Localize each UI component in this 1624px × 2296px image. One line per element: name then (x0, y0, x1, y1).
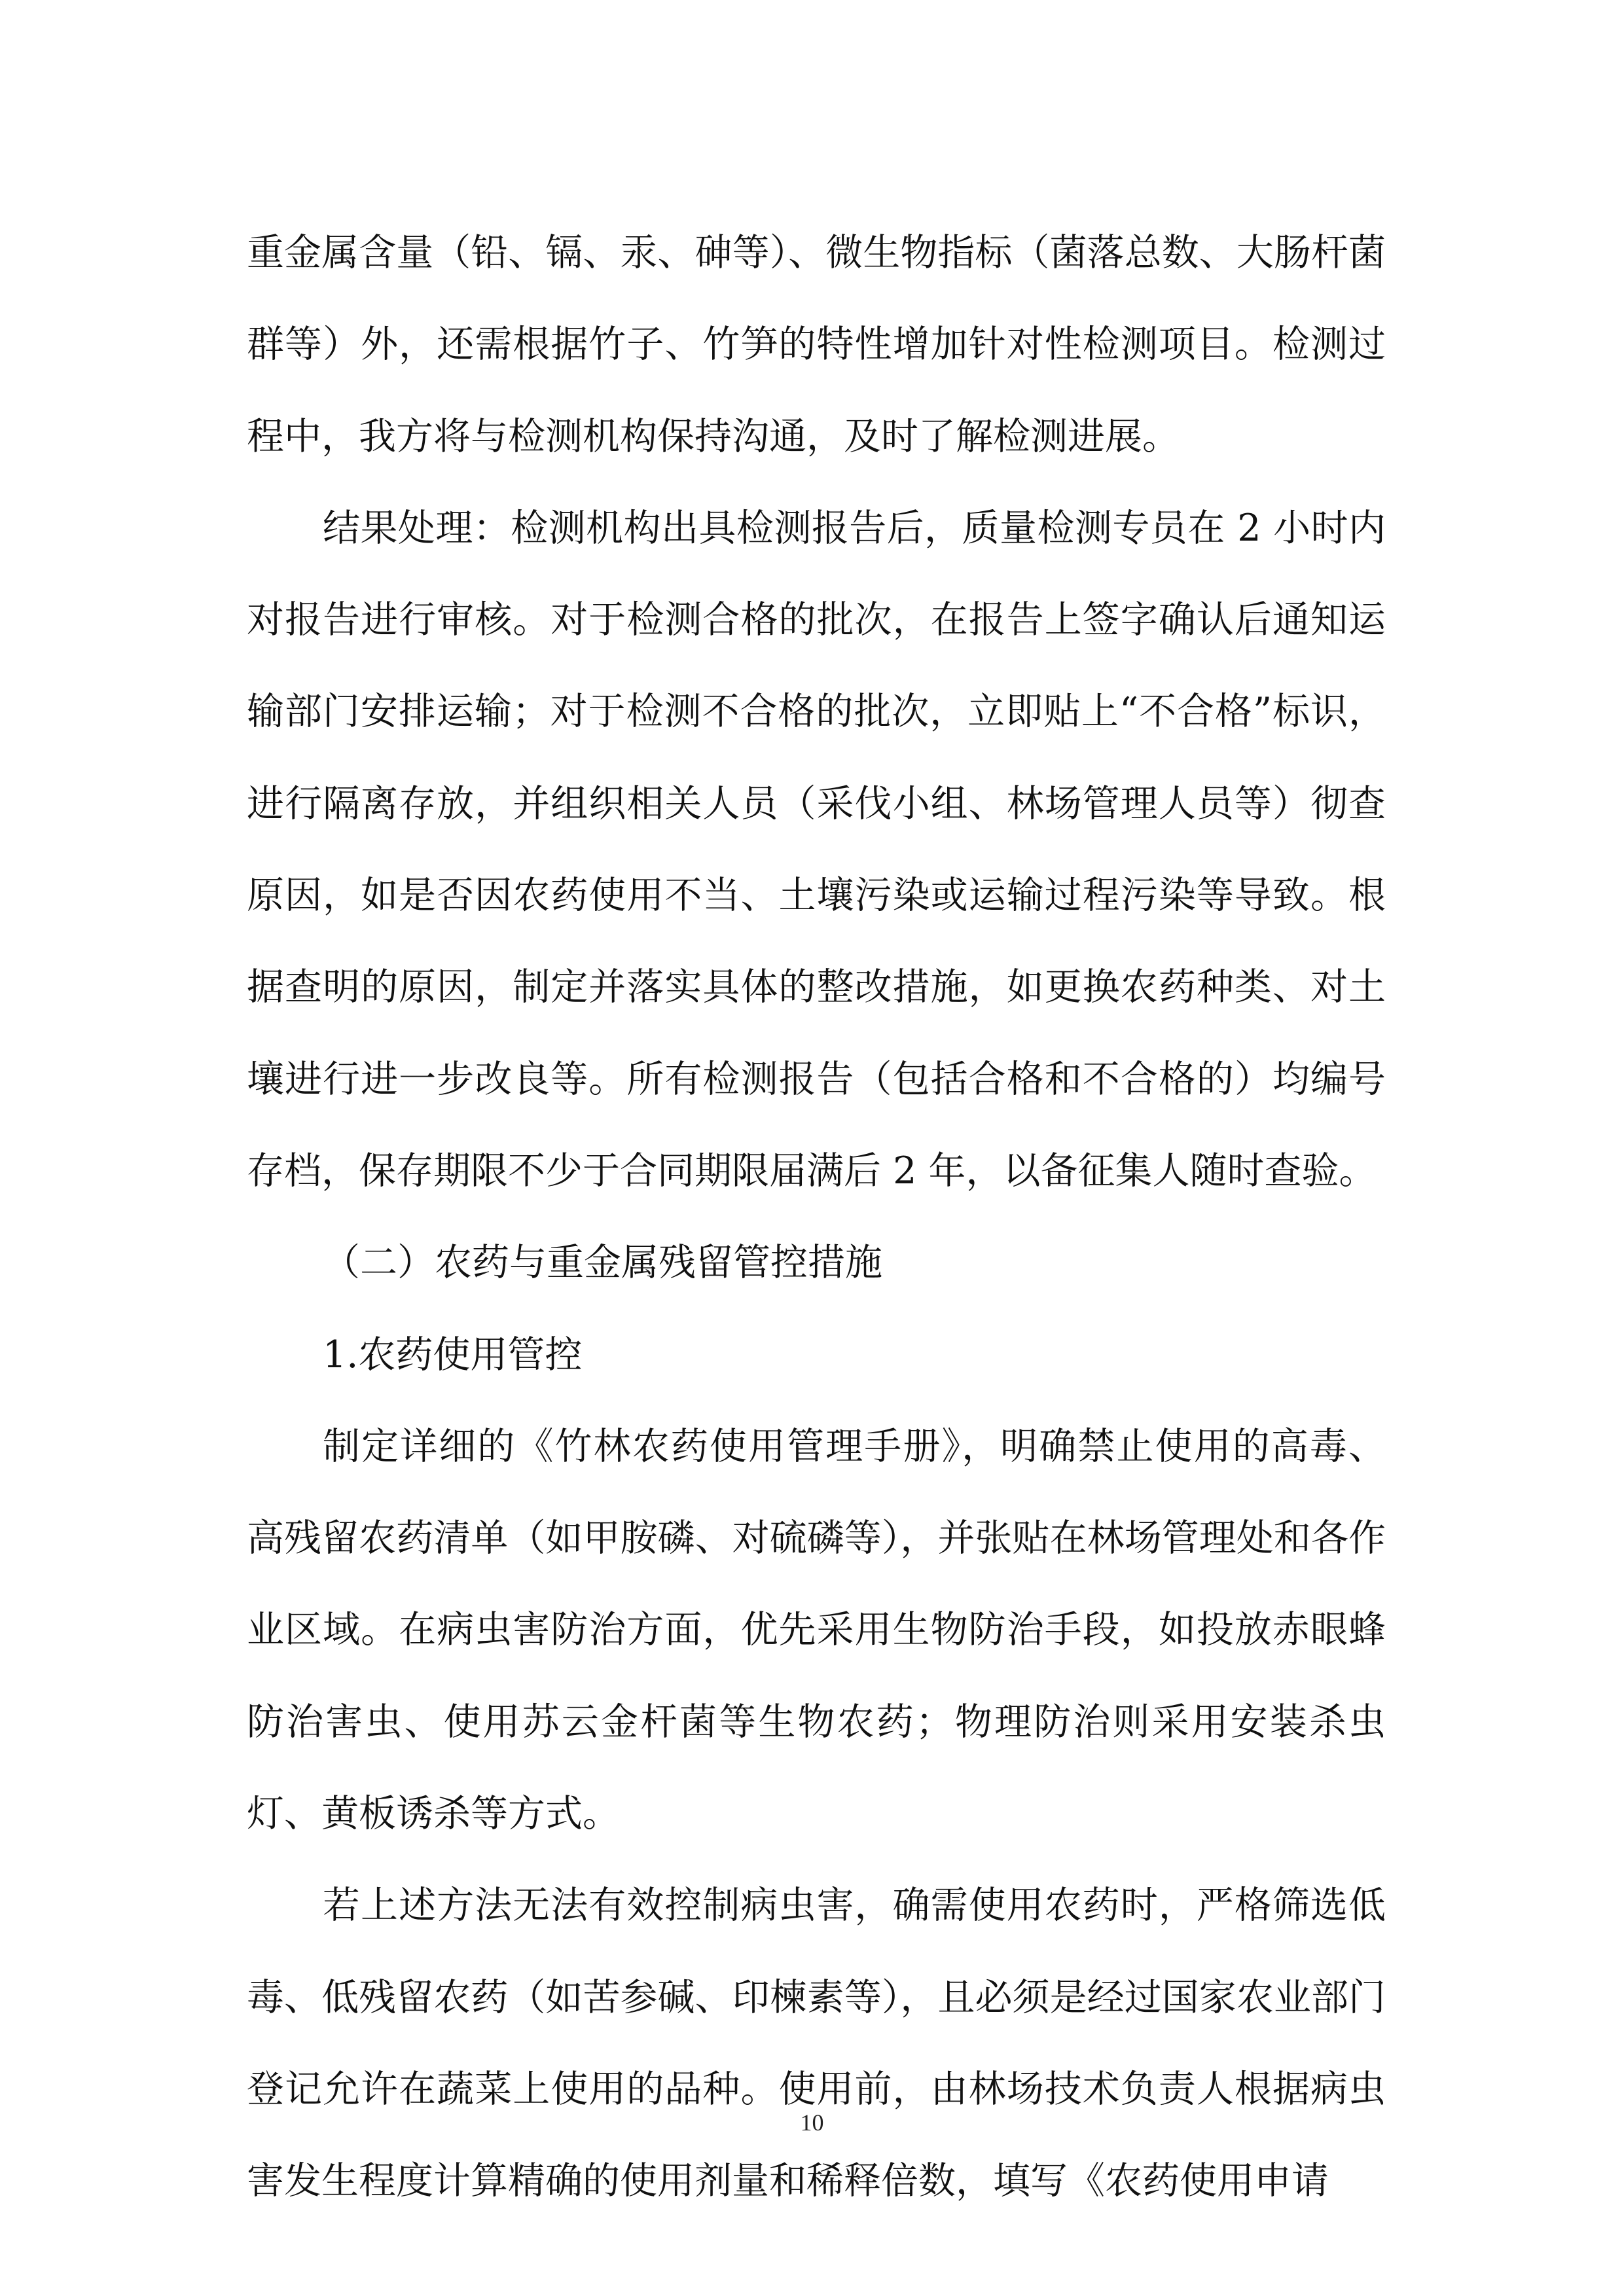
paragraph-pesticide-manual: 制定详细的《竹林农药使用管理手册》，明确禁止使用的高毒、高残留农药清单（如甲胺磷、对硫磷等），并张贴在林场管理处和各作业区域。在病虫害防治方面，优先采用生物防治手段，如投放赤眼蜂防治害虫、使用苏云金杆菌等生物农药；物理防治则采用安装杀虫灯、黄板诱杀等方式。 (247, 1424, 1386, 1836)
paragraph-detection-items: 重金属含量（铅、镉、汞、砷等）、微生物指标（菌落总数、大肠杆菌群等）外，还需根据竹子、竹笋的特性增加针对性检测项目。检测过程中，我方将与检测机构保持沟通，及时了解检测进展。 (247, 231, 1386, 458)
paragraph-result-handling: 结果处理：检测机构出具检测报告后，质量检测专员在 2 小时内对报告进行审核。对于检测合格的批次，在报告上签字确认后通知运输部门安排运输；对于检测不合格的批次，立即贴上“不合格”标识，进行隔离存放，并组织相关人员（采伐小组、林场管理人员等）彻查原因，如是否因农药使用不当、土壤污染或运输过程污染等导致。根据查明的原因，制定并落实具体的整改措施，如更换农药种类、对土壤进行进一步改良等。所有检测报告（包括合格和不合格的）均编号存档，保存期限不少于合同期限届满后 2 年，以备征集人随时查验。 (247, 506, 1386, 1193)
paragraph-pesticide-usage: 若上述方法无法有效控制病虫害，确需使用农药时，严格筛选低毒、低残留农药（如苦参碱、印楝素等），且必须是经过国家农业部门登记允许在蔬菜上使用的品种。使用前，由林场技术负责人根据病虫害发生程度计算精确的使用剂量和稀释倍数，填写《农药使用申请 (247, 1884, 1386, 2203)
document-body (247, 207, 1386, 2227)
page-number: 10 (800, 2109, 824, 2136)
section-heading: （二）农药与重金属残留管控措施 (323, 1241, 882, 1285)
subsection-heading: 1.农药使用管控 (323, 1333, 583, 1376)
